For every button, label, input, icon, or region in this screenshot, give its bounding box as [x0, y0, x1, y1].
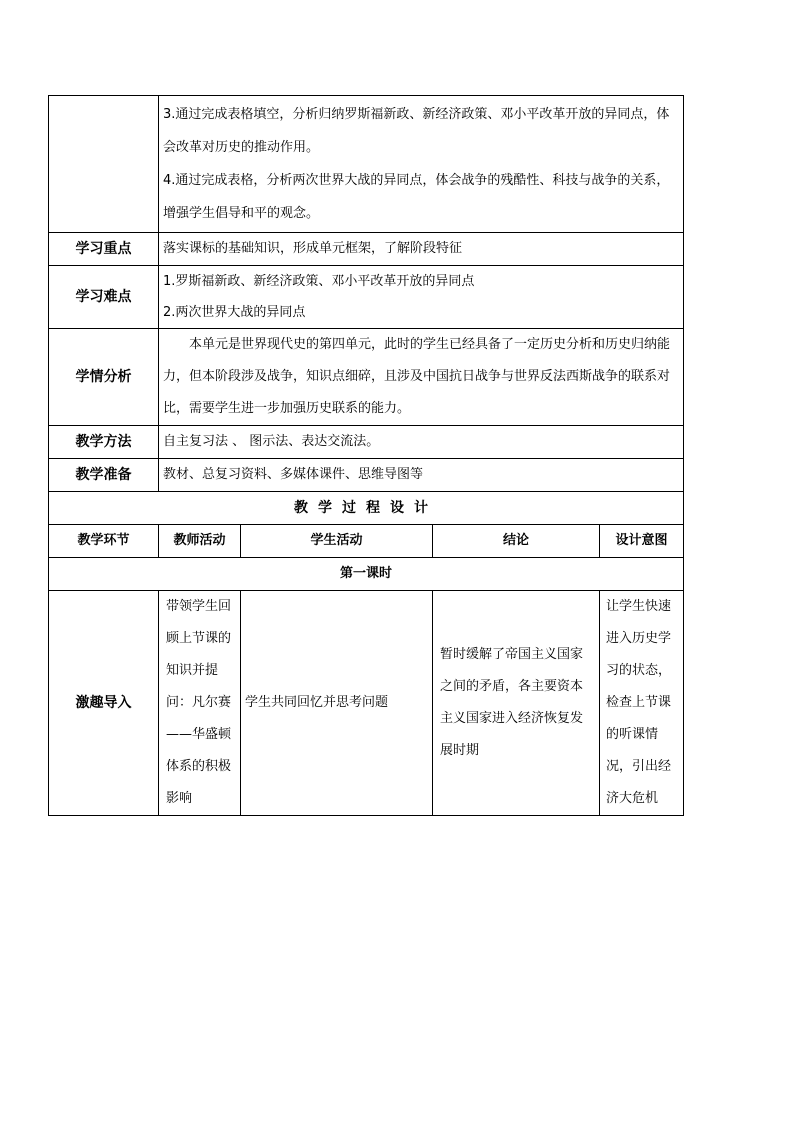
- conclusion-cell: 暂时缓解了帝国主义国家之间的矛盾，各主要资本主义国家进入经济恢复发展时期: [433, 591, 600, 816]
- preparation-label: 教学准备: [49, 459, 159, 492]
- analysis-content: 本单元是世界现代史的第四单元，此时的学生已经具备了一定历史分析和历史归纳能力，但本阶段涉及战争，知识点细碎，且涉及中国抗日战争与世界反法西斯战争的联系对比，需要学生进一步加强历史联系的能力。: [159, 329, 684, 426]
- preparation-row: [49, 459, 684, 492]
- analysis-row: [49, 329, 684, 426]
- difficulties-row: [49, 266, 684, 329]
- key-points-row: [49, 233, 684, 266]
- objective-item-4: 4.通过完成表格，分析两次世界大战的异同点，体会战争的残酷性、科技与战争的关系，增强学生倡导和平的观念。: [163, 173, 670, 221]
- difficulty-item-1: 1.罗斯福新政、新经济政策、邓小平改革开放的异同点: [163, 274, 475, 289]
- process-header-row: [49, 525, 684, 558]
- design-intent-cell: 让学生快速进入历史学习的状态，检查上节课的听课情况，引出经济大危机: [600, 591, 684, 816]
- methods-row: [49, 426, 684, 459]
- key-points-label: 学习重点: [49, 233, 159, 266]
- lesson-plan-table: [48, 95, 684, 816]
- session-row: [49, 558, 684, 591]
- student-activity-cell: 学生共同回忆并思考问题: [241, 591, 433, 816]
- lesson-plan-page: [48, 95, 683, 816]
- process-title-row: [49, 492, 684, 525]
- header-student: 学生活动: [241, 525, 433, 558]
- header-conclusion: 结论: [433, 525, 600, 558]
- header-intent: 设计意图: [600, 525, 684, 558]
- objectives-label-cell: [49, 96, 159, 233]
- session-label: 第一课时: [49, 558, 684, 591]
- objective-item-3: 3.通过完成表格填空，分析归纳罗斯福新政、新经济政策、邓小平改革开放的异同点，体会改革对历史的推动作用。: [163, 107, 670, 155]
- header-teacher: 教师活动: [159, 525, 241, 558]
- preparation-content: 教材、总复习资料、多媒体课件、思维导图等: [159, 459, 684, 492]
- methods-content: 自主复习法 、 图示法、表达交流法。: [159, 426, 684, 459]
- process-title: 教学过程设计: [49, 492, 684, 525]
- methods-label: 教学方法: [49, 426, 159, 459]
- analysis-label: 学情分析: [49, 329, 159, 426]
- key-points-content: 落实课标的基础知识，形成单元框架，了解阶段特征: [159, 233, 684, 266]
- header-stage: 教学环节: [49, 525, 159, 558]
- stage-cell: 激趣导入: [49, 591, 159, 816]
- difficulties-content: [159, 266, 684, 329]
- teacher-activity-cell: 带领学生回顾上节课的知识并提问：凡尔赛——华盛顿体系的积极影响: [159, 591, 241, 816]
- process-row: [49, 591, 684, 816]
- objectives-row: [49, 96, 684, 233]
- difficulties-label: 学习难点: [49, 266, 159, 329]
- difficulty-item-2: 2.两次世界大战的异同点: [163, 305, 306, 320]
- objectives-content-cell: [159, 96, 684, 233]
